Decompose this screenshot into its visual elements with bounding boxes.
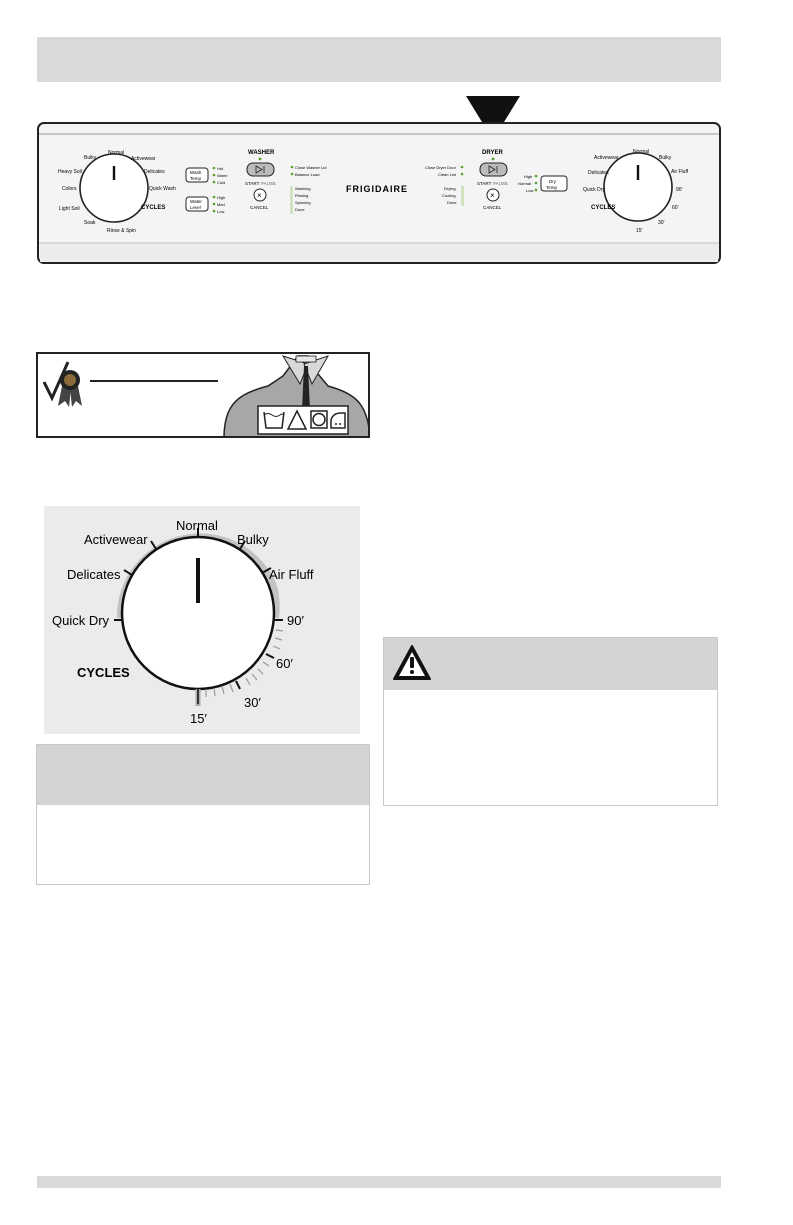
svg-text:90′: 90′ (287, 613, 304, 628)
care-label-icon (258, 406, 348, 434)
svg-text:×: × (490, 191, 495, 200)
note-box-header (37, 745, 369, 805)
svg-text:START: START (245, 181, 260, 186)
svg-text:CYCLES: CYCLES (141, 205, 166, 211)
svg-text:15': 15' (636, 228, 643, 234)
control-panel-illustration (36, 96, 722, 266)
svg-text:WASHER: WASHER (248, 150, 275, 156)
svg-text:Bulky: Bulky (659, 155, 672, 161)
svg-text:START: START (477, 181, 492, 186)
svg-text:Normal: Normal (176, 518, 218, 533)
warning-box-header (384, 638, 717, 690)
svg-text:Delicates: Delicates (67, 567, 121, 582)
svg-text:Spinning: Spinning (295, 200, 311, 205)
svg-text:Delicates: Delicates (144, 169, 165, 175)
svg-text:Low: Low (526, 188, 534, 193)
footer-bar (37, 1176, 721, 1188)
warning-box (383, 637, 718, 806)
svg-text:PAUSE: PAUSE (261, 181, 276, 186)
svg-text:Temp: Temp (190, 176, 202, 181)
svg-text:PAUSE: PAUSE (493, 181, 508, 186)
svg-text:FRIGIDAIRE: FRIGIDAIRE (346, 184, 409, 194)
svg-text:Heavy Soil: Heavy Soil (58, 169, 82, 175)
svg-text:Bulky: Bulky (237, 532, 269, 547)
svg-text:Level: Level (190, 205, 201, 210)
svg-text:Clean Lint: Clean Lint (438, 172, 457, 177)
note-box (36, 744, 370, 885)
svg-text:Med: Med (217, 202, 225, 207)
svg-text:Drying: Drying (444, 186, 456, 191)
svg-text:Close Dryer Door: Close Dryer Door (425, 165, 456, 170)
svg-text:Air Fluff: Air Fluff (671, 169, 689, 175)
svg-text:Normal: Normal (108, 150, 125, 156)
svg-text:Delicates: Delicates (588, 170, 609, 176)
svg-text:30': 30' (658, 220, 665, 226)
svg-text:Balance Load: Balance Load (295, 172, 320, 177)
svg-text:Colors: Colors (62, 186, 77, 192)
svg-text:90': 90' (676, 187, 683, 193)
svg-text:Rinse & Spin: Rinse & Spin (107, 228, 136, 234)
svg-text:Close Washer Lid: Close Washer Lid (295, 165, 327, 170)
svg-text:CYCLES: CYCLES (77, 665, 130, 680)
svg-text:Done: Done (447, 200, 457, 205)
svg-text:15′: 15′ (190, 711, 207, 726)
svg-text:60′: 60′ (276, 656, 293, 671)
svg-text:High: High (524, 174, 533, 179)
svg-text:30′: 30′ (244, 695, 261, 710)
svg-text:Hot: Hot (217, 166, 224, 171)
svg-text:DRYER: DRYER (482, 150, 503, 156)
svg-text:Light Soil: Light Soil (59, 206, 80, 212)
award-ribbon-icon (44, 362, 82, 407)
svg-text:60': 60' (672, 205, 679, 211)
svg-text:Warm: Warm (217, 173, 228, 178)
svg-text:Quick Dry: Quick Dry (52, 613, 110, 628)
svg-text:Normal: Normal (518, 181, 531, 186)
svg-text:High: High (217, 195, 226, 200)
svg-text:Bulky: Bulky (84, 155, 97, 161)
svg-text:Dry: Dry (549, 179, 556, 184)
svg-text:Soak: Soak (84, 220, 96, 226)
svg-text:Washing: Washing (295, 186, 311, 191)
svg-text:Wash: Wash (190, 170, 202, 175)
svg-text:CANCEL: CANCEL (483, 205, 502, 210)
svg-text:Quick Dry: Quick Dry (583, 187, 605, 193)
svg-text:Quick Wash: Quick Wash (149, 186, 176, 192)
svg-text:Cold: Cold (217, 180, 226, 185)
svg-text:Rinsing: Rinsing (295, 193, 309, 198)
svg-text:Low: Low (217, 209, 225, 214)
svg-text:Done: Done (295, 207, 305, 212)
dryer-cycles-dial-detail (44, 506, 360, 734)
svg-text:Temp: Temp (546, 185, 558, 190)
header-bar (37, 37, 721, 82)
svg-text:Air Fluff: Air Fluff (269, 567, 314, 582)
svg-text:Cooling: Cooling (442, 193, 456, 198)
warning-icon (392, 644, 432, 682)
svg-text:CANCEL: CANCEL (250, 205, 269, 210)
care-label-callout (36, 352, 370, 438)
svg-text:CYCLES: CYCLES (591, 205, 616, 211)
svg-text:×: × (257, 191, 262, 200)
svg-text:Normal: Normal (633, 149, 650, 155)
svg-text:Activewear: Activewear (594, 155, 619, 161)
svg-text:Activewear: Activewear (131, 156, 156, 162)
svg-text:Activewear: Activewear (84, 532, 148, 547)
svg-text:Water: Water (190, 199, 202, 204)
